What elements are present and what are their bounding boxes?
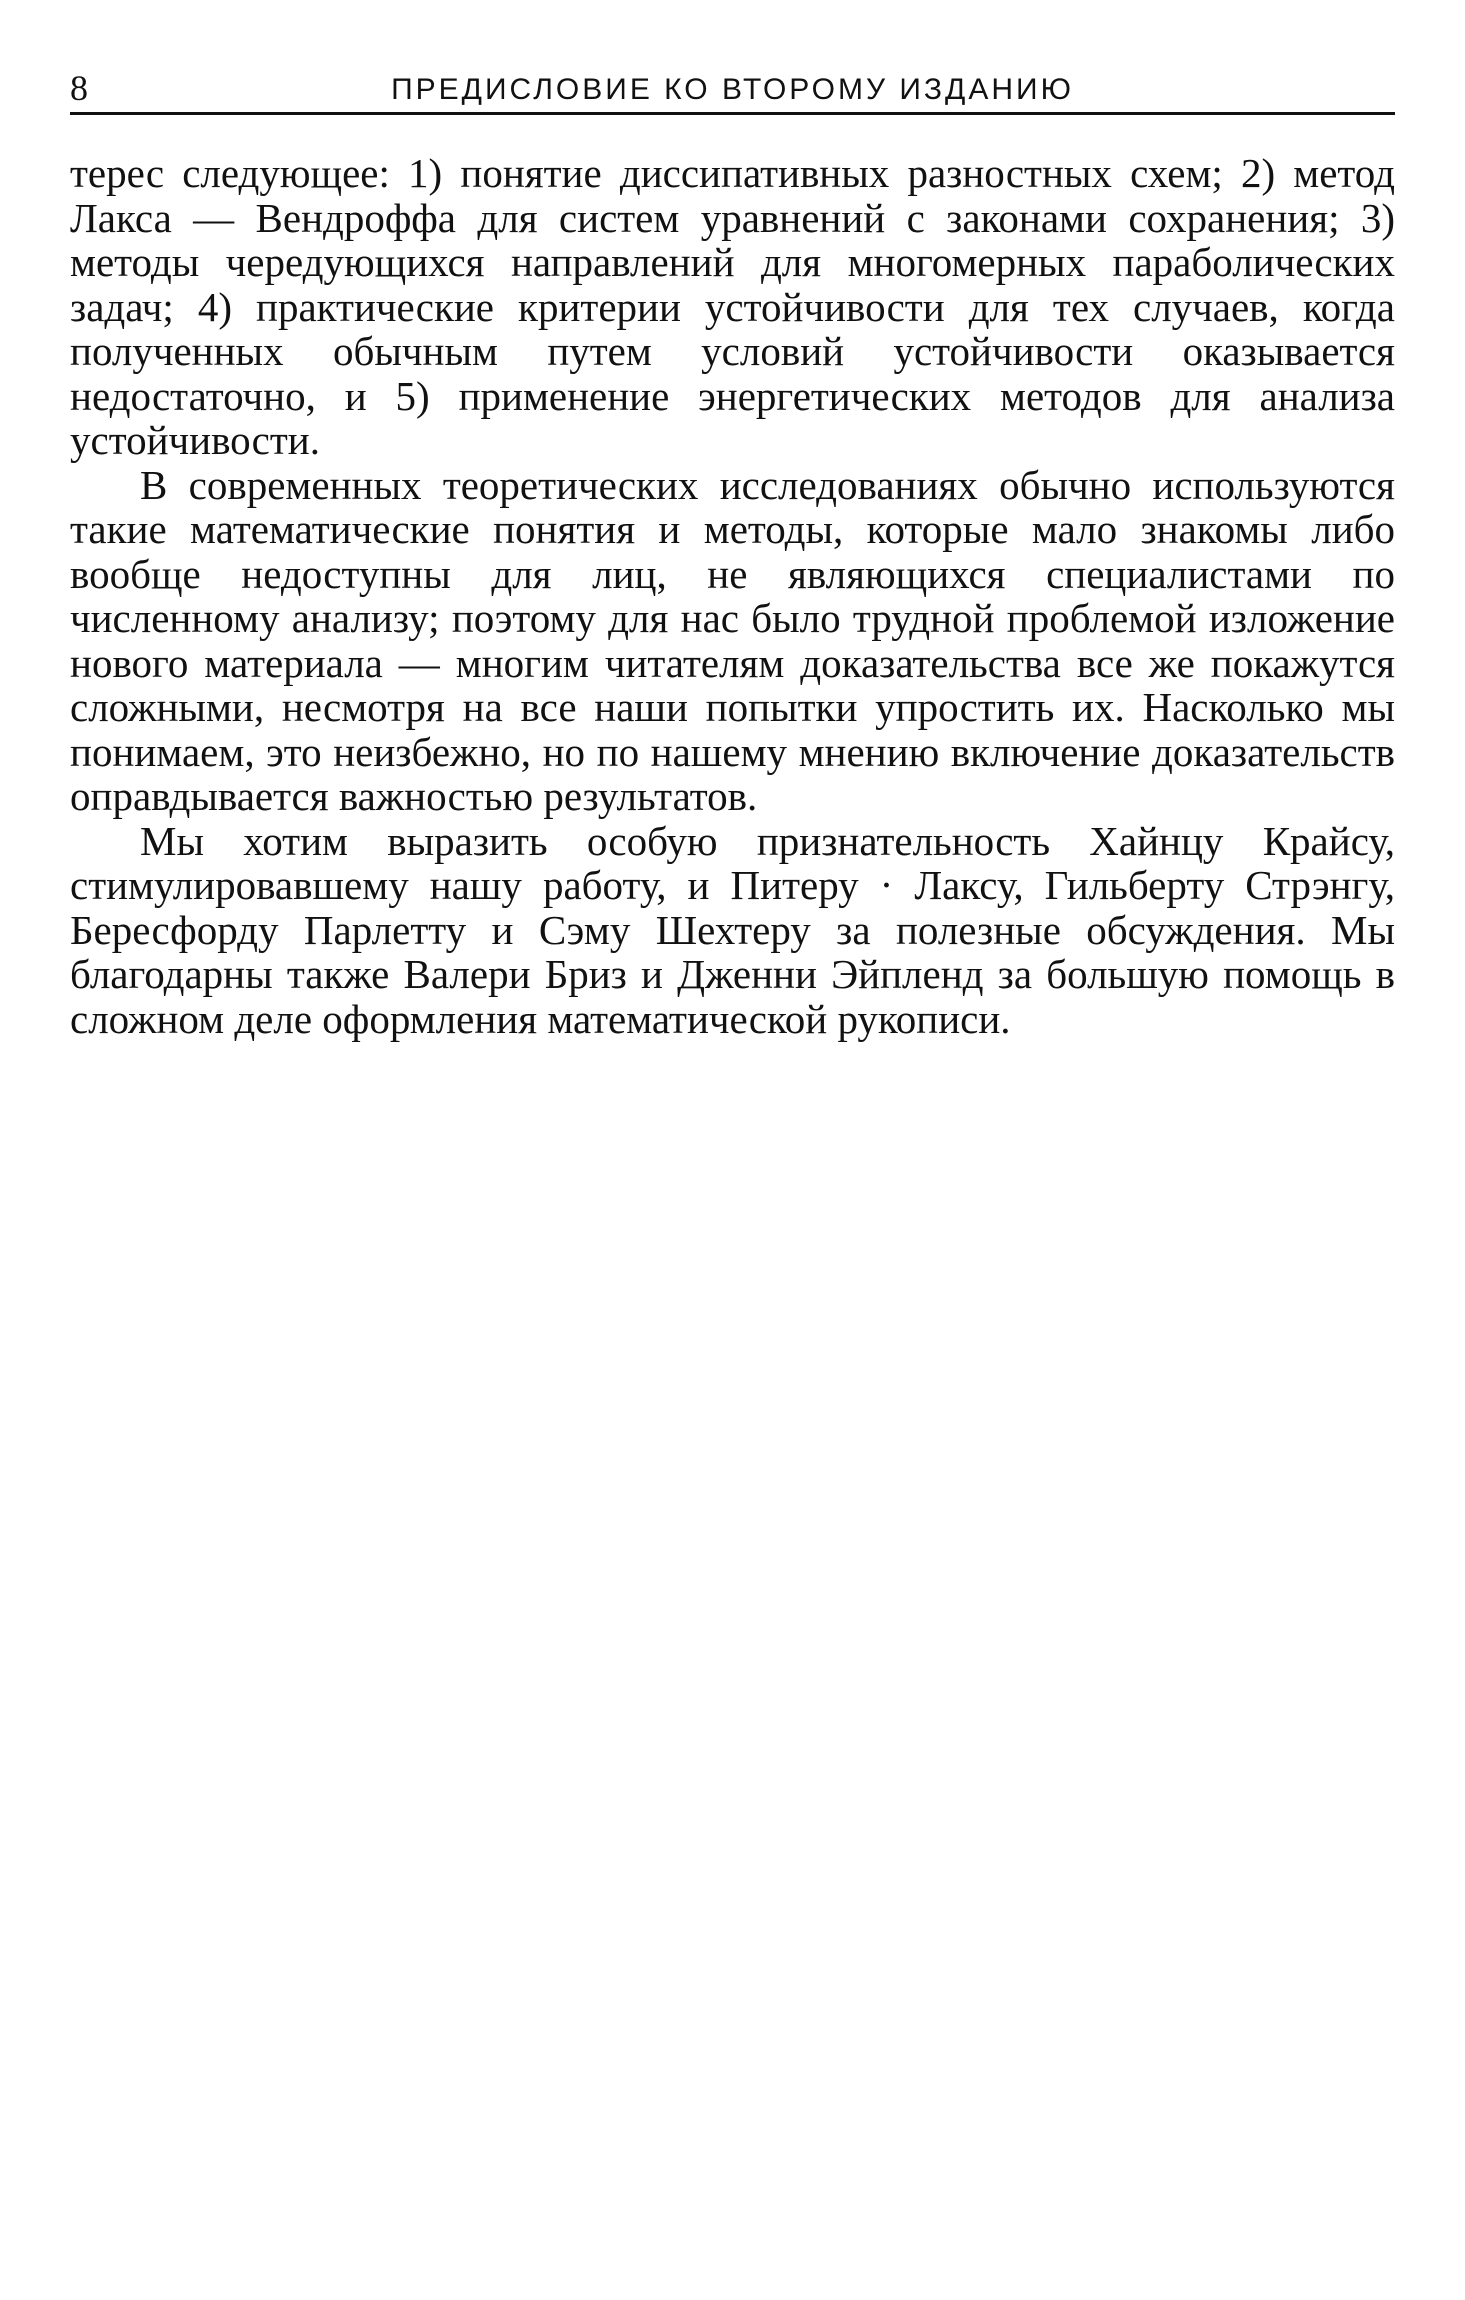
body-text xyxy=(70,151,1395,1041)
paragraph-2: В современных теоретических исследованиях обычно используются такие математические понятия и методы, которые мало знакомы либо вообще недоступны для лиц, не являющихся специалистами по численному анализу; поэтому для нас было трудной проблемой изложение нового материала — многим читателям доказательства все же покажутся сложными, несмотря на все наши попытки упростить их. Насколько мы понимаем, это неизбежно, но по нашему мнению включение доказательств оправдывается важностью результатов. xyxy=(70,461,1395,819)
page-number: 8 xyxy=(70,68,88,108)
running-head xyxy=(70,60,1395,115)
paragraph-3: Мы хотим выразить особую признательность Хайнцу Крайсу, стимулировавшему нашу работу, и Питеру · Лаксу, Гильберту Стрэнгу, Бересфорду Парлетту и Сэму Шехтеру за полезные обсуждения. Мы благодарны также Валери Бриз и Дженни Эйпленд за большую помощь в сложном деле оформления математической рукописи. xyxy=(70,817,1395,1042)
book-page xyxy=(70,60,1395,1041)
paragraph-1: терес следующее: 1) понятие диссипативных разностных схем; 2) метод Лакса — Вендроффа для систем уравнений с законами сохранения; 3) методы чередующихся направлений для многомерных параболических задач; 4) практические критерии устойчивости для тех случаев, когда полученных обычным путем условий устойчивости оказывается недостаточно, и 5) применение энергетических методов для анализа устойчивости. xyxy=(70,150,1395,463)
running-title: ПРЕДИСЛОВИЕ КО ВТОРОМУ ИЗДАНИЮ xyxy=(391,73,1074,106)
